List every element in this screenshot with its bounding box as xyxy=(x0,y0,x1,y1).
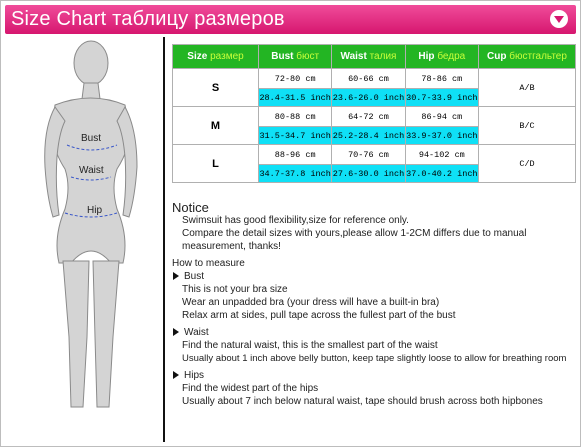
size-cell: S xyxy=(173,69,259,107)
bust-inch-cell: 31.5-34.7 inch xyxy=(259,127,332,145)
chevron-down-icon[interactable] xyxy=(550,10,568,28)
how-to-measure-heading: How to measure xyxy=(172,258,245,269)
notice-heading: Notice xyxy=(172,200,209,215)
hip-label: Hip xyxy=(87,205,103,216)
bust-heading: Bust xyxy=(172,270,581,283)
bust-cm-cell: 72-80 cm xyxy=(259,69,332,89)
col-header-size: Size размер xyxy=(173,45,259,69)
hips-heading: Hips xyxy=(172,369,581,382)
table-row xyxy=(173,107,576,127)
body-figure-panel xyxy=(5,37,165,442)
table-row xyxy=(173,69,576,89)
bust-instruction: Wear an unpadded bra (your dress will have a built-in bra) xyxy=(182,297,440,308)
waist-instruction: Find the natural waist, this is the smallest part of the waist xyxy=(182,340,438,351)
waist-instruction: Usually about 1 inch above belly button, keep tape slightly loose to allow for breathing room xyxy=(182,353,567,364)
col-header-cup: Cup бюстгальтер xyxy=(479,45,576,69)
waist-inch-cell: 25.2-28.4 inch xyxy=(332,127,405,145)
table-row xyxy=(173,145,576,165)
bust-inch-cell: 28.4-31.5 inch xyxy=(259,89,332,107)
size-table xyxy=(172,44,576,183)
cup-cell: A/B xyxy=(479,69,576,107)
body-figure-image xyxy=(5,37,163,442)
col-header-waist: Waist талия xyxy=(332,45,405,69)
waist-inch-cell: 23.6-26.0 inch xyxy=(332,89,405,107)
hip-inch-cell: 30.7-33.9 inch xyxy=(405,89,478,107)
notice-text: Compare the detail sizes with yours,please allow 1-2CM differs due to manual measurement, thanks! xyxy=(182,228,527,252)
size-cell: M xyxy=(173,107,259,145)
hips-instruction: Find the widest part of the hips xyxy=(182,383,319,394)
page-title: Size Chart таблицу размеров xyxy=(11,8,285,30)
hip-cm-cell: 94-102 cm xyxy=(405,145,478,165)
col-header-hip: Hip бедра xyxy=(405,45,478,69)
cup-cell: B/C xyxy=(479,107,576,145)
table-header-row xyxy=(173,45,576,69)
hip-cm-cell: 78-86 cm xyxy=(405,69,478,89)
waist-cm-cell: 70-76 cm xyxy=(332,145,405,165)
waist-inch-cell: 27.6-30.0 inch xyxy=(332,165,405,183)
size-cell: L xyxy=(173,145,259,183)
waist-label: Waist xyxy=(79,165,104,176)
hip-inch-cell: 33.9-37.0 inch xyxy=(405,127,478,145)
waist-heading: Waist xyxy=(172,326,581,339)
notes-section xyxy=(172,201,581,408)
hips-instruction: Usually about 7 inch below natural waist, tape should brush across both hipbones xyxy=(182,396,543,407)
bust-instruction: Relax arm at sides, pull tape across the fullest part of the bust xyxy=(182,310,456,321)
bust-instruction: This is not your bra size xyxy=(182,284,288,295)
col-header-bust: Bust бюст xyxy=(259,45,332,69)
bust-cm-cell: 80-88 cm xyxy=(259,107,332,127)
bust-inch-cell: 34.7-37.8 inch xyxy=(259,165,332,183)
hip-cm-cell: 86-94 cm xyxy=(405,107,478,127)
bust-cm-cell: 88-96 cm xyxy=(259,145,332,165)
notice-text: Swimsuit has good flexibility,size for reference only. xyxy=(182,215,409,226)
header-bar xyxy=(5,5,576,34)
cup-cell: C/D xyxy=(479,145,576,183)
hip-inch-cell: 37.0-40.2 inch xyxy=(405,165,478,183)
waist-cm-cell: 64-72 cm xyxy=(332,107,405,127)
bust-label: Bust xyxy=(81,133,102,144)
waist-cm-cell: 60-66 cm xyxy=(332,69,405,89)
